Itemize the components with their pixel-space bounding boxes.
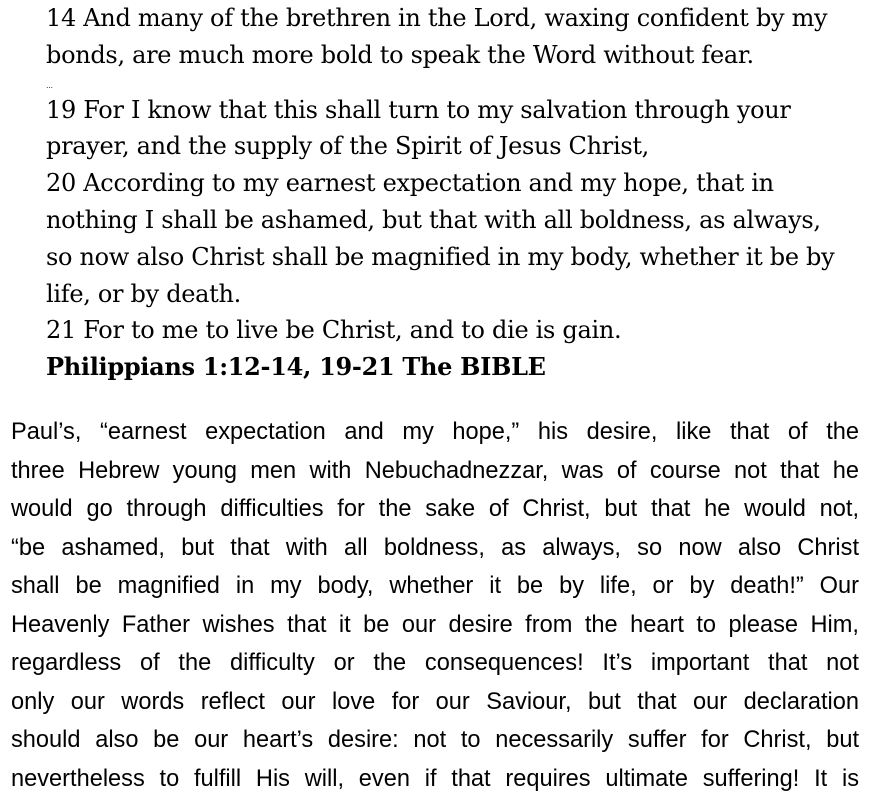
verse-19-line-2: prayer, and the supply of the Spirit of Jesus Christ,: [46, 128, 846, 165]
verse-20-line-1: 20 According to my earnest expectation and my hope, that in: [46, 165, 846, 202]
commentary-line-7: regardless of the difficulty or the consequences! It’s important that not: [11, 644, 859, 683]
commentary-line-10: nevertheless to fulfill His will, even if that requires ultimate suffering! It is: [11, 760, 859, 798]
verse-20-line-4: life, or by death.: [46, 276, 846, 313]
commentary-line-3: would go through difficulties for the sake of Christ, but that he would not,: [11, 490, 859, 529]
verse-14-line-2: bonds, are much more bold to speak the Word without fear.: [46, 37, 846, 74]
commentary-line-1: Paul’s, “earnest expectation and my hope,” his desire, like that of the: [11, 413, 859, 452]
commentary-line-2: three Hebrew young men with Nebuchadnezzar, was of course not that he: [11, 452, 859, 491]
commentary-line-4: “be ashamed, but that with all boldness, as always, so now also Christ: [11, 529, 859, 568]
commentary-paragraph: [11, 413, 859, 798]
commentary-line-9: should also be our heart’s desire: not to necessarily suffer for Christ, but: [11, 721, 859, 760]
scripture-quote: [46, 0, 846, 386]
commentary-line-8: only our words reflect our love for our Saviour, but that our declaration: [11, 683, 859, 722]
verse-19-line-1: 19 For I know that this shall turn to my salvation through your: [46, 92, 846, 129]
commentary-line-6: Heavenly Father wishes that it be our desire from the heart to please Him,: [11, 606, 859, 645]
scripture-reference: Philippians 1:12-14, 19-21 The BIBLE: [46, 349, 846, 386]
verse-20-line-3: so now also Christ shall be magnified in my body, whether it be by: [46, 239, 846, 276]
commentary-line-5: shall be magnified in my body, whether it be by life, or by death!” Our: [11, 567, 859, 606]
verse-20-line-2: nothing I shall be ashamed, but that with all boldness, as always,: [46, 202, 846, 239]
verse-21-line-1: 21 For to me to live be Christ, and to die is gain.: [46, 312, 846, 349]
verse-14-line-1: 14 And many of the brethren in the Lord, waxing confident by my: [46, 0, 846, 37]
verse-omission-ellipsis: ...: [46, 74, 846, 92]
